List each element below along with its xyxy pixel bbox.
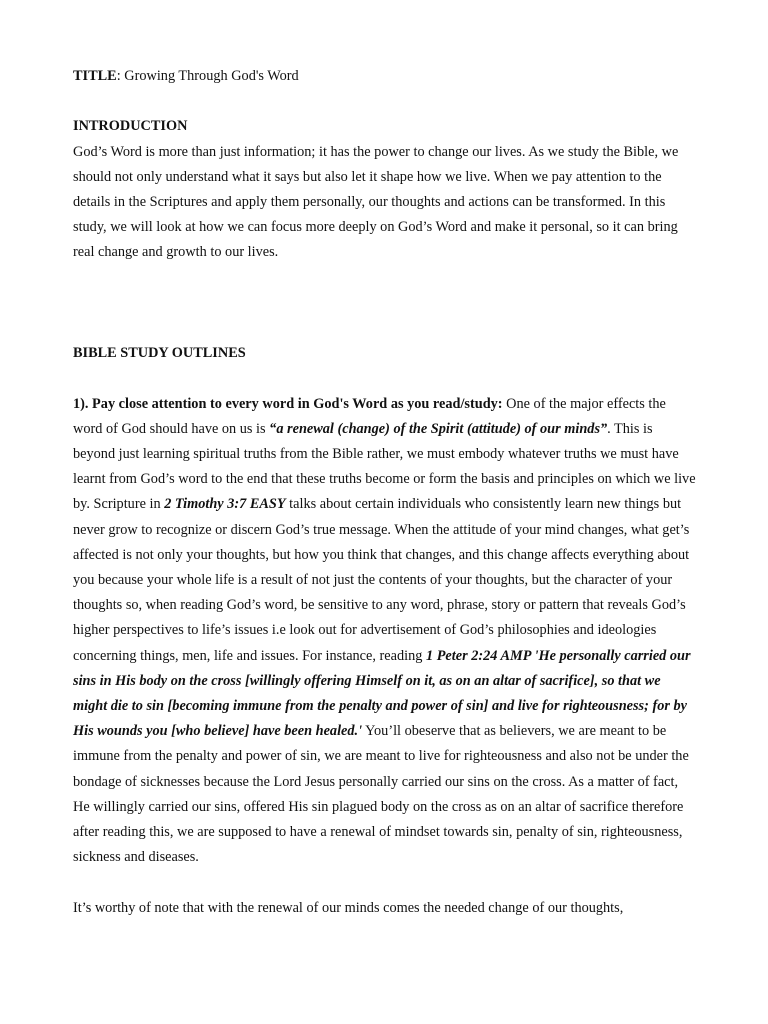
- point-1-text-c: talks about certain individuals who consistently learn new things but never grow to recognize or discern God’s true message. When the attitude of your mind changes, what get’s affected is not only your thoughts, but how you think that changes, and this change affects everything about you because your whole life is a result of not just the contents of your thoughts, but the character of your thoughts so, when reading God’s word, be sensitive to any word, phrase, story or pattern that reveals God’s higher perspectives to life’s issues i.e look out for advertisement of God’s philosophies and ideologies concerning things, men, life and issues. For instance, reading: [73, 496, 690, 664]
- point-1-lead: 1). Pay close attention to every word in God's Word as you read/study:: [73, 395, 503, 412]
- document-title: [73, 64, 697, 89]
- outlines-heading: BIBLE STUDY OUTLINES: [73, 345, 246, 362]
- closing-paragraph: It’s worthy of note that with the renewal of our minds comes the needed change of our thoughts,: [73, 899, 624, 916]
- spacer: [73, 366, 697, 391]
- point-1-text-a: One of the major effects the word of God should have on us is: [73, 395, 666, 437]
- scripture-reference-1-peter: 1 Peter 2:24 AMP 'He personally carried our sins in His body on the cross [willingly offering Himself on it, as on an altar of sacrifice], so that we might die to sin [becoming immune from the penalty and power of sin] and live for righteousness; for by His wounds you [who believe] have been healed.': [73, 647, 691, 740]
- spacer: [73, 870, 697, 895]
- title-text: : Growing Through God's Word: [116, 68, 299, 84]
- document-page: [73, 64, 697, 921]
- introduction-heading: INTRODUCTION: [73, 118, 188, 135]
- point-1-paragraph: [73, 392, 697, 871]
- point-1-quote: “a renewal (change) of the Spirit (attitude) of our minds”: [269, 420, 608, 437]
- spacer: [73, 266, 697, 342]
- point-1-text-d: You’ll obeserve that as believers, we are meant to be immune from the penalty and power of sin, we are meant to live for righteousness and also not be under the bondage of sicknesses because the Lord Jesus personally carried our sins on the cross. As a matter of fact, He willingly carried our sins, offered His sin plagued body on the cross as on an altar of sacrifice therefore after reading this, we are supposed to have a renewal of mindset towards sin, penalty of sin, righteousness, sickness and diseases.: [73, 723, 689, 866]
- point-1-text-b: . This is beyond just learning spiritual truths from the Bible rather, we must embody whatever truths we must have learnt from God’s word to the end that these truths become or form the basis and principles on which we live by. Scripture in: [73, 420, 696, 513]
- scripture-reference-2-timothy: 2 Timothy 3:7 EASY: [164, 496, 286, 513]
- spacer: [73, 89, 697, 114]
- title-label: TITLE: [73, 68, 117, 84]
- introduction-paragraph: God’s Word is more than just information; it has the power to change our lives. As we study the Bible, we should not only understand what it says but also let it shape how we live. When we pay attention to the details in the Scriptures and apply them personally, our thoughts and actions can be transformed. In this study, we will look at how we can focus more deeply on God’s Word and make it personal, so it can bring real change and growth to our lives.: [73, 143, 679, 261]
